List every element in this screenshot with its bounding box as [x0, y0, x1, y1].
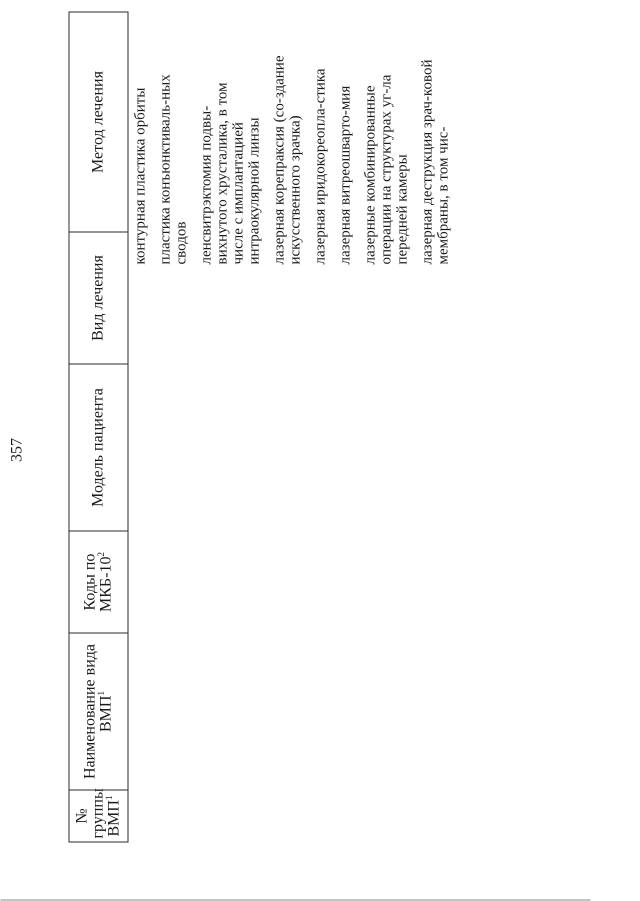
- header-treatment-method: Метод лечения: [69, 12, 128, 232]
- header-group-number: № группы ВМП$^1$: [69, 790, 128, 842]
- page-number: 357: [8, 438, 26, 462]
- header-treatment-type: Вид лечения: [69, 232, 128, 364]
- list-item: ленсвитрэктомия подвы-вихнутого хрусталика, в том числе с имплантацией интраокулярной линзы: [198, 82, 263, 265]
- list-item: лазерная деструкция зрач-ковой мембраны, в том чис-: [419, 59, 452, 265]
- header-icd-codes: Коды по МКБ-$10^2$: [69, 531, 128, 633]
- list-item: лазерная витреошварто-мия: [337, 85, 354, 265]
- page-edge-line: [1, 899, 591, 901]
- list-item: лазерная иридокореопла-стика: [312, 68, 329, 265]
- header-patient-model: Модель пациента: [69, 364, 128, 531]
- list-item: пластика конъюнктиваль-ных сводов: [157, 74, 190, 265]
- rotated-page: [1, 0, 640, 901]
- list-item: контурная пластика орбиты: [132, 87, 149, 265]
- table-header: [69, 12, 129, 843]
- header-vmp-name: Наименование вида ВМП$^1$: [69, 633, 128, 790]
- list-item: лазерные комбинированные операции на структурах уг-ла передней камеры: [362, 74, 411, 265]
- header-row: [69, 12, 128, 842]
- treatment-methods-list: [133, 53, 461, 265]
- treatment-table: [69, 55, 640, 843]
- list-item: лазерная корепраксия (со-здание искусственного зрачка): [271, 55, 304, 265]
